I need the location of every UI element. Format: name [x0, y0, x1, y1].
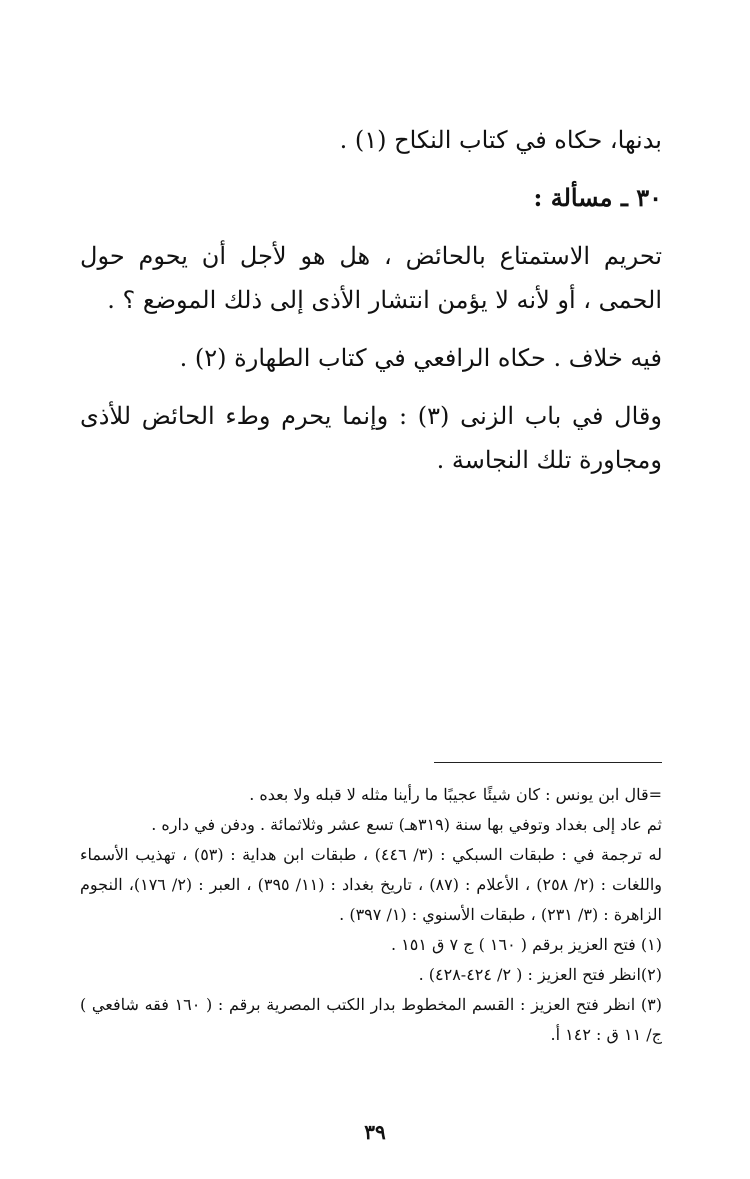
paragraph-quote: وقال في باب الزنى (٣) : وإنما يحرم وطء الحائض للأذى ومجاورة تلك النجاسة . [80, 402, 662, 474]
footnote-divider [434, 762, 662, 763]
paragraph-question: تحريم الاستمتاع بالحائض ، هل هو لأجل أن يحوم حول الحمى ، أو لأنه لا يؤمن انتشار الأذى إلى ذلك الموضع ؟ . [80, 242, 662, 314]
main-text [80, 118, 662, 482]
footnotes [80, 780, 662, 1050]
footnote-line: ثم عاد إلى بغداد وتوفي بها سنة (٣١٩هـ) تسع عشر وثلاثمائة . ودفن في داره . [151, 815, 662, 834]
footnote-biography-refs: له ترجمة في : طبقات السبكي : (٣/ ٤٤٦) ، طبقات ابن هداية : (٥٣) ، تهذيب الأسماء واللغات : (٢/ ٢٥٨) ، الأعلام : (٨٧) ، تاريخ بغداد : (١١/ ٣٩٥) ، العبر : (٢/ ١٧٦)، النجوم الزاهرة : (٣/ ٢٣١) ، طبقات الأسنوي : (١/ ٣٩٧) . [80, 845, 663, 924]
footnote-line: =قال ابن يونس : كان شيئًا عجيبًا ما رأينا مثله لا قبله ولا بعده . [249, 785, 662, 804]
footnote-1: (١) فتح العزيز برقم ( ١٦٠ ) ج ٧ ق ١٥١ . [390, 935, 662, 954]
paragraph-continuation: بدنها، حكاه في كتاب النكاح (١) . [339, 126, 662, 154]
footnote-3: (٣) انظر فتح العزيز : القسم المخطوط بدار الكتب المصرية برقم : ( ١٦٠ فقه شافعي ) ج/ ١١ ق : ١٤٢ أ. [80, 995, 662, 1044]
issue-heading: ٣٠ ـ مسألة : [533, 183, 662, 212]
paragraph-dispute: فيه خلاف . حكاه الرافعي في كتاب الطهارة (٢) . [179, 344, 662, 372]
footnote-2: (٢)انظر فتح العزيز : ( ٢/ ٤٢٤-٤٢٨) . [418, 965, 662, 984]
page-number: ٣٩ [364, 1120, 386, 1144]
